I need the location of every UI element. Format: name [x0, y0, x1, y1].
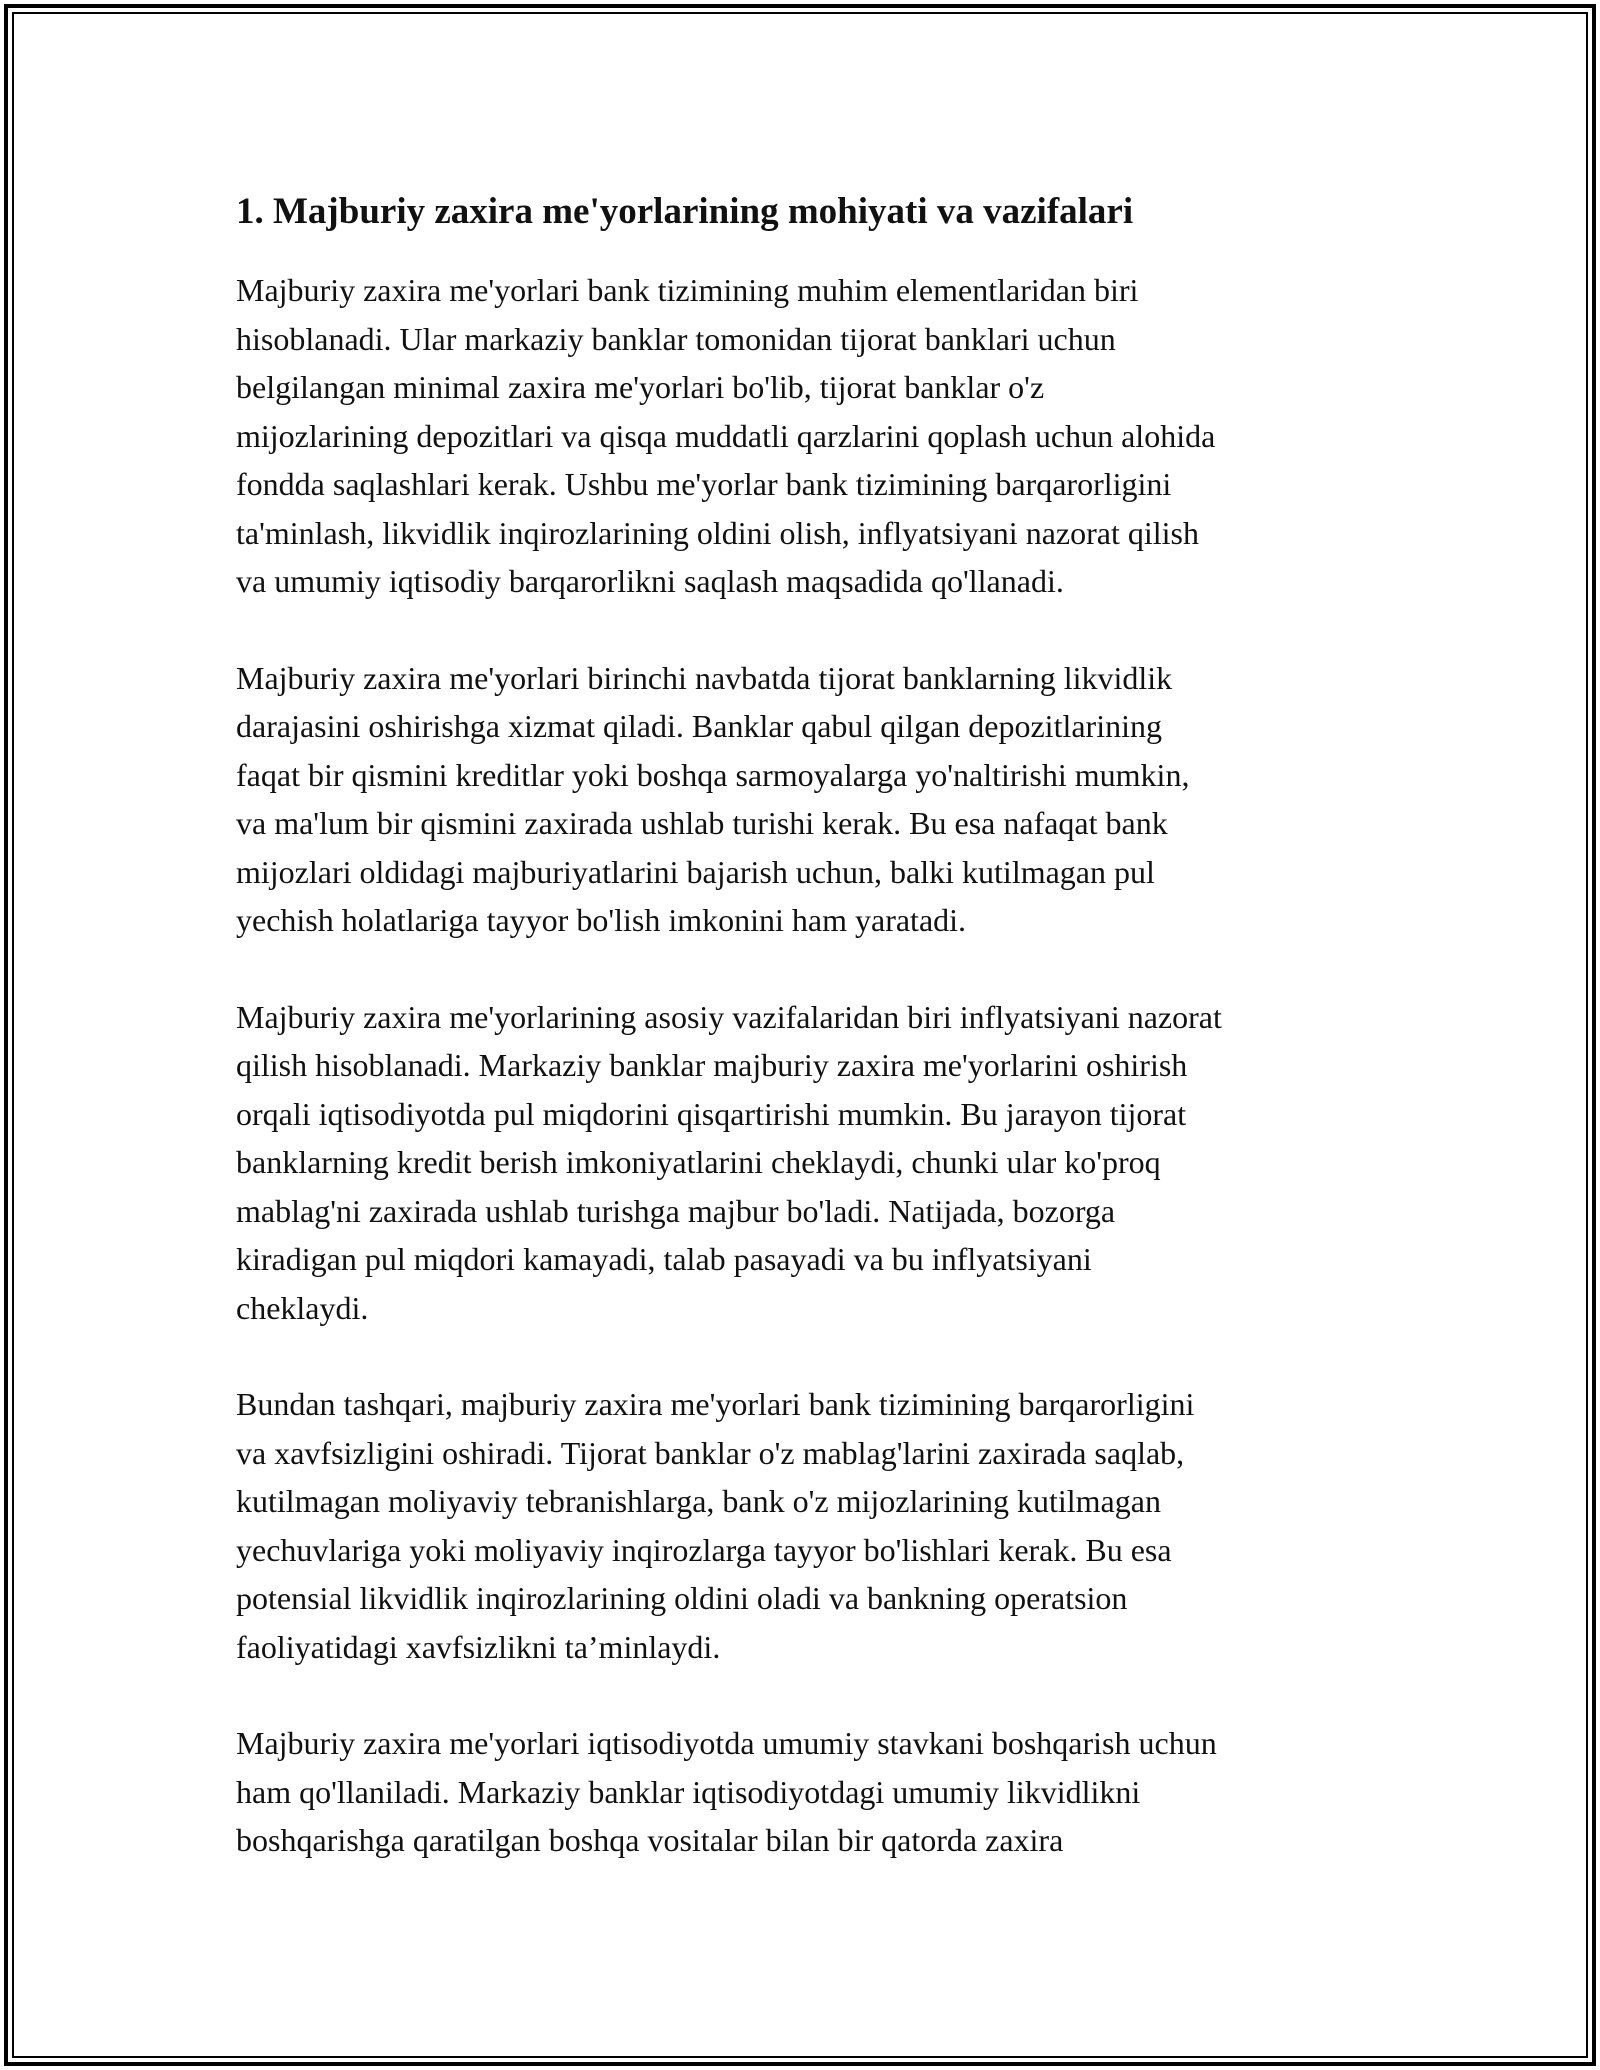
paragraph-1 [236, 266, 1386, 606]
text-line: mablag'ni zaxirada ushlab turishga majbur bo'ladi. Natijada, bozorga [236, 1192, 1116, 1229]
text-line: yechuvlariga yoki moliyaviy inqirozlarga tayyor bo'lishlari kerak. Bu esa [236, 1531, 1172, 1568]
text-line: Majburiy zaxira me'yorlari bank tizimining muhim elementlaridan biri [236, 272, 1139, 308]
text-line: va ma'lum bir qismini zaxirada ushlab turishi kerak. Bu esa nafaqat bank [236, 805, 1168, 841]
text-line: mijozlarining depozitlari va qisqa muddatli qarzlarini qoplash uchun alohida [236, 417, 1216, 454]
text-line: Bundan tashqari, majburiy zaxira me'yorlari bank tizimining barqarorligini [236, 1386, 1195, 1422]
text-line: darajasini oshirishga xizmat qiladi. Banklar qabul qilgan depozitlarining [236, 708, 1162, 744]
text-line: cheklaydi. [236, 1289, 369, 1326]
text-line: yechish holatlariga tayyor bo'lish imkonini ham yaratadi. [236, 902, 967, 938]
paragraph-4 [236, 1380, 1386, 1671]
text-line: faoliyatidagi xavfsizlikni ta’minlaydi. [236, 1628, 721, 1665]
text-line: faqat bir qismini kreditlar yoki boshqa sarmoyalarga yo'naltirishi mumkin, [236, 756, 1190, 793]
paragraph-5 [236, 1719, 1386, 1865]
text-line: Majburiy zaxira me'yorlarining asosiy vazifalaridan biri inflyatsiyani nazorat [236, 998, 1222, 1035]
text-line: boshqarishga qaratilgan boshqa vositalar bilan bir qatorda zaxira [236, 1822, 1064, 1858]
text-line: va umumiy iqtisodiy barqarorlikni saqlash maqsadida qo'llanadi. [236, 563, 1064, 599]
document-body [236, 186, 1386, 1913]
paragraph-2 [236, 654, 1386, 945]
text-line: belgilangan minimal zaxira me'yorlari bo'lib, tijorat banklar o'z [236, 369, 1045, 405]
text-line: kiradigan pul miqdori kamayadi, talab pasayadi va bu inflyatsiyani [236, 1241, 1092, 1277]
text-line: hisoblanadi. Ular markaziy banklar tomonidan tijorat banklari uchun [236, 320, 1116, 357]
text-line: mijozlari oldidagi majburiyatlarini bajarish uchun, balki kutilmagan pul [236, 853, 1155, 890]
text-line: fondda saqlashlari kerak. Ushbu me'yorlar bank tizimining barqarorligini [236, 466, 1172, 502]
text-line: orqali iqtisodiyotda pul miqdorini qisqartirishi mumkin. Bu jarayon tijorat [236, 1095, 1187, 1132]
text-line: banklarning kredit berish imkoniyatlarini cheklaydi, chunki ular ko'proq [236, 1144, 1161, 1180]
text-line: Majburiy zaxira me'yorlari iqtisodiyotda umumiy stavkani boshqarish uchun [236, 1725, 1217, 1761]
text-line: ta'minlash, likvidlik inqirozlarining oldini olish, inflyatsiyani nazorat qilish [236, 514, 1199, 551]
section-heading: 1. Majburiy zaxira me'yorlarining mohiyati va vazifalari [236, 191, 1134, 232]
text-line: potensial likvidlik inqirozlarining oldini oladi va bankning operatsion [236, 1580, 1128, 1616]
text-line: va xavfsizligini oshiradi. Tijorat banklar o'z mablag'larini zaxirada saqlab, [236, 1434, 1185, 1471]
text-line: kutilmagan moliyaviy tebranishlarga, bank o'z mijozlarining kutilmagan [236, 1483, 1161, 1519]
text-line: qilish hisoblanadi. Markaziy banklar majburiy zaxira me'yorlarini oshirish [236, 1047, 1188, 1083]
paragraph-3 [236, 993, 1386, 1333]
text-line: ham qo'llaniladi. Markaziy banklar iqtisodiyotdagi umumiy likvidlikni [236, 1773, 1141, 1810]
text-line: Majburiy zaxira me'yorlari birinchi navbatda tijorat banklarning likvidlik [236, 659, 1173, 696]
